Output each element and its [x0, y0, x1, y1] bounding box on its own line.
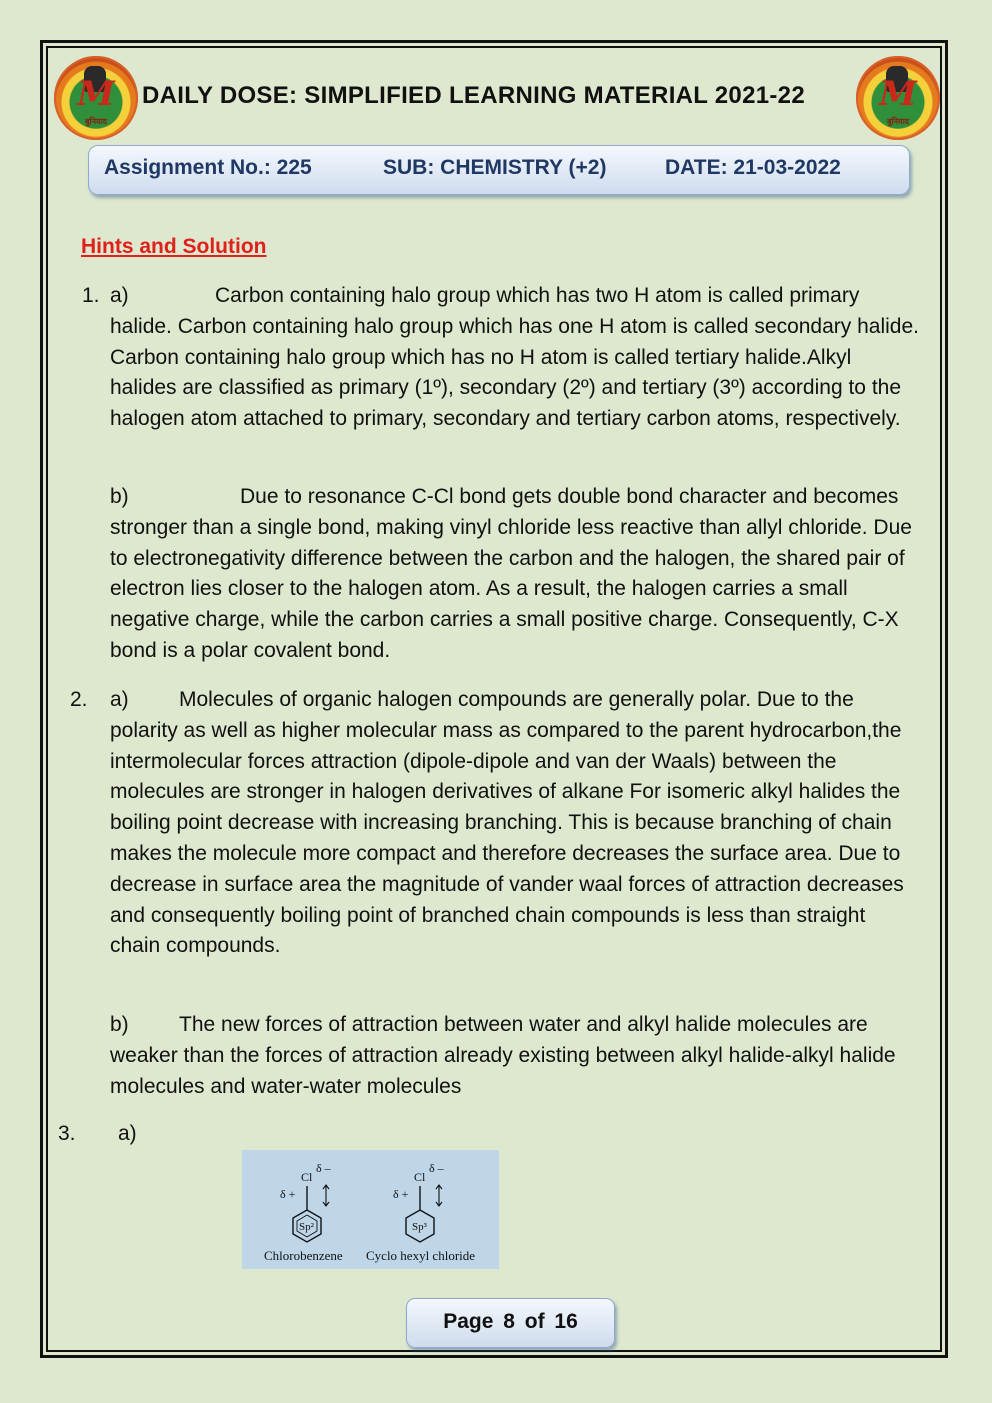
assignment-banner [88, 145, 910, 195]
date: DATE: 21-03-2022 [665, 156, 841, 179]
answer-label: b) [110, 1013, 129, 1036]
question-number: 1. [82, 284, 100, 307]
delta-minus-label: δ – [316, 1161, 331, 1175]
cyclohexyl-chloride-structure [406, 1185, 442, 1242]
chlorobenzene-structure [293, 1185, 329, 1242]
section-title: Hints and Solution [81, 235, 267, 258]
answer-2a [110, 685, 920, 962]
hybrid-label: Sp² [299, 1221, 314, 1233]
answer-label: a) [118, 1122, 137, 1145]
logo-letter-icon: M [879, 74, 917, 114]
logo-letter-icon: M [77, 74, 115, 114]
caption-chlorobenzene: Chlorobenzene [264, 1248, 343, 1263]
school-logo-right [856, 56, 940, 140]
answer-2b [110, 1010, 920, 1102]
logo-text: बुनियाद [84, 117, 108, 126]
chemical-structures-figure [242, 1150, 499, 1269]
answer-label: b) [110, 485, 129, 508]
question-number: 3. [58, 1122, 76, 1145]
answer-text: Molecules of organic halogen compounds are generally polar. Due to the polarity as well as higher molecular mass as compared to the parent hydrocarbon,the intermolecular forces attraction (dipole-dipole and van der Waals) between the molecules are stronger in halogen derivatives of alkane For isomeric alkyl halides the boiling point decrease with increasing branching. This is because branching of chain makes the molecule more compact and therefore decreases the surface area. Due to decrease in surface area the magnitude of vander waal forces of attraction decreases and consequently boiling point of branched chain compounds is less than straight chain compounds. [110, 688, 904, 958]
assignment-number: Assignment No.: 225 [104, 156, 312, 179]
subject: SUB: CHEMISTRY (+2) [383, 156, 607, 179]
school-logo-left [54, 56, 138, 140]
caption-cyclohexyl-chloride: Cyclo hexyl chloride [366, 1248, 476, 1263]
atom-label: Cl [301, 1170, 313, 1184]
hybrid-label: Sp³ [412, 1221, 427, 1233]
delta-plus-label: δ + [393, 1187, 409, 1201]
question-number: 2. [70, 688, 88, 711]
page-indicator: Page 8 of 16 [406, 1298, 615, 1348]
delta-plus-label: δ + [280, 1187, 296, 1201]
answer-label: a) [110, 284, 129, 307]
answer-text: The new forces of attraction between water and alkyl halide molecules are weaker than the forces of attraction already existing between alkyl halide-alkyl halide molecules and water-water molecules [110, 1013, 896, 1098]
answer-text: Carbon containing halo group which has two H atom is called primary halide. Carbon containing halo group which has one H atom is called secondary halide. Carbon containing halo group which has no H atom is called tertiary halide.Alkyl halides are classified as primary (1º), secondary (2º) and tertiary (3º) according to the halogen atom attached to primary, secondary and tertiary carbon atoms, respectively. [110, 284, 920, 431]
answer-1b [110, 482, 920, 667]
answer-text: Due to resonance C-Cl bond gets double bond character and becomes stronger than a single bond, making vinyl chloride less reactive than allyl chloride. Due to electronegativity difference between the carbon and the halogen, the shared pair of electron lies closer to the halogen atom. As a result, the halogen carries a small negative charge, while the carbon carries a small positive charge. Consequently, C-X bond is a polar covalent bond. [110, 485, 912, 662]
answer-1a [110, 281, 920, 435]
logo-text: बुनियाद [886, 117, 910, 126]
atom-label: Cl [414, 1170, 426, 1184]
answer-label: a) [110, 688, 129, 711]
delta-minus-label: δ – [429, 1161, 444, 1175]
document-title: DAILY DOSE: SIMPLIFIED LEARNING MATERIAL 2021-22 [142, 82, 805, 109]
